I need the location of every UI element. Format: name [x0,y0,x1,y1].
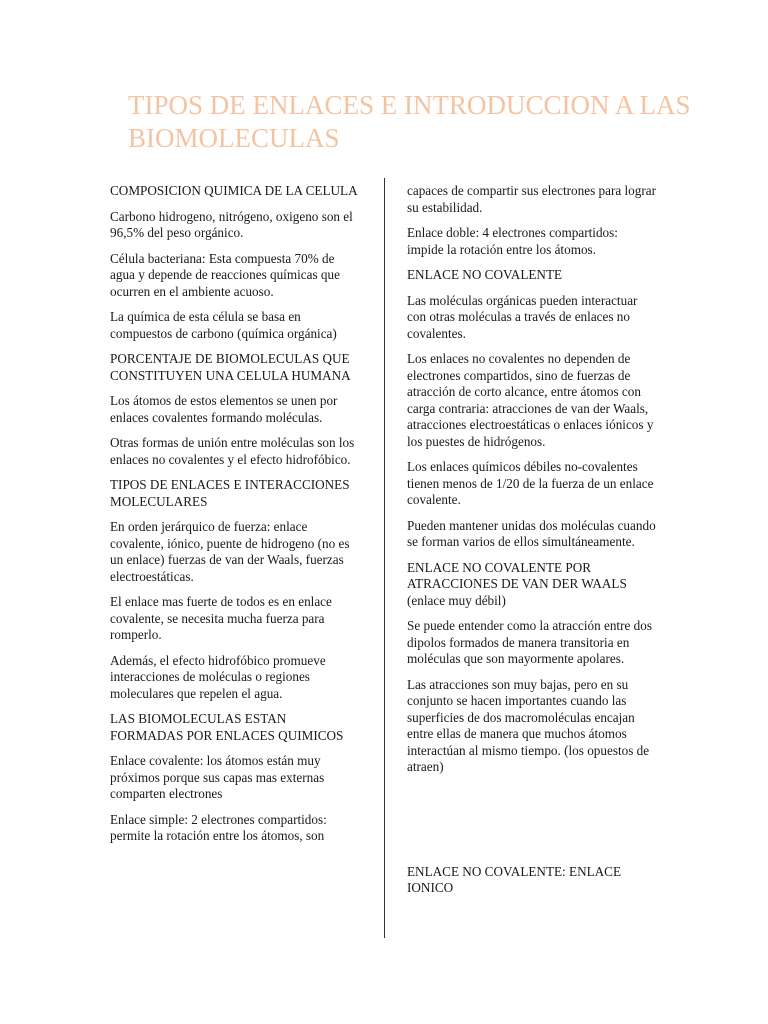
paragraph: El enlace mas fuerte de todos es en enlace covalente, se necesita mucha fuerza para romperlo. [110,594,332,642]
column-divider [384,178,385,938]
paragraph: Las atracciones son muy bajas, pero en su conjunto se hacen importantes cuando las superficies de dos macromoléculas encajan entre ellas de manera que muchos átomos interactúan al mismo tiempo. (los opuestos de atraen) [407,676,650,774]
section-heading: ENLACE NO COVALENTE: ENLACE IONICO [407,863,622,895]
section-heading: LAS BIOMOLECULAS ESTAN FORMADAS POR ENLACES QUIMICOS [110,711,344,743]
spacer [407,785,657,864]
paragraph: Las moléculas orgánicas pueden interactuar con otras moléculas a través de enlaces no covalentes. [407,292,638,341]
right-column [407,183,657,906]
document-title: TIPOS DE ENLACES E INTRODUCCION A LAS BIOMOLECULAS [128,90,691,153]
paragraph: capaces de compartir sus electrones para lograr su estabilidad. [407,183,656,215]
paragraph: Los átomos de estos elementos se unen por enlaces covalentes formando moléculas. [110,393,338,425]
paragraph: Enlace covalente: los átomos están muy próximos porque sus capas mas externas comparten electrones [110,753,325,801]
paragraph: Enlace doble: 4 electrones compartidos: impide la rotación entre los átomos. [407,225,618,257]
paragraph: Además, el efecto hidrofóbico promueve interacciones de moléculas o regiones moleculares que repelen el agua. [110,652,326,701]
paragraph: La química de esta célula se basa en compuestos de carbono (química orgánica) [110,309,337,341]
paragraph: Otras formas de unión entre moléculas son los enlaces no covalentes y el efecto hidrofóbico. [110,435,355,467]
section-heading: ENLACE NO COVALENTE POR ATRACCIONES DE VAN DER WAALS (enlace muy débil) [407,559,627,608]
paragraph: Célula bacteriana: Esta compuesta 70% de agua y depende de reacciones químicas que ocurren en el ambiente acuoso. [110,250,340,299]
section-heading: COMPOSICION QUIMICA DE LA CELULA [110,183,358,198]
section-heading: TIPOS DE ENLACES E INTERACCIONES MOLECULARES [110,477,350,509]
paragraph: Los enlaces no covalentes no dependen de electrones compartidos, sino de fuerzas de atracción de corto alcance, entre átomos con carga contraria: atracciones de van der Waals, atracciones electroestáticas o enlaces iónicos y los puestes de hidrógenos. [407,351,654,449]
section-heading: PORCENTAJE DE BIOMOLECULAS QUE CONSTITUYEN UNA CELULA HUMANA [110,351,351,383]
paragraph: Se puede entender como la atracción entre dos dipolos formados de manera transitoria en moléculas que son mayormente apolares. [407,618,652,666]
left-column [110,183,360,854]
paragraph: Carbono hidrogeno, nitrógeno, oxigeno son el 96,5% del peso orgánico. [110,208,353,240]
paragraph: Enlace simple: 2 electrones compartidos: permite la rotación entre los átomos, son [110,811,327,843]
section-heading: ENLACE NO COVALENTE [407,267,563,282]
paragraph: Pueden mantener unidas dos moléculas cuando se forman varios de ellos simultáneamente. [407,517,656,549]
paragraph: Los enlaces químicos débiles no-covalentes tienen menos de 1/20 de la fuerza de un enlace covalente. [407,459,654,507]
paragraph: En orden jerárquico de fuerza: enlace covalente, iónico, puente de hidrogeno (no es un enlace) fuerzas de van der Waals, fuerzas electroestáticas. [110,519,350,584]
